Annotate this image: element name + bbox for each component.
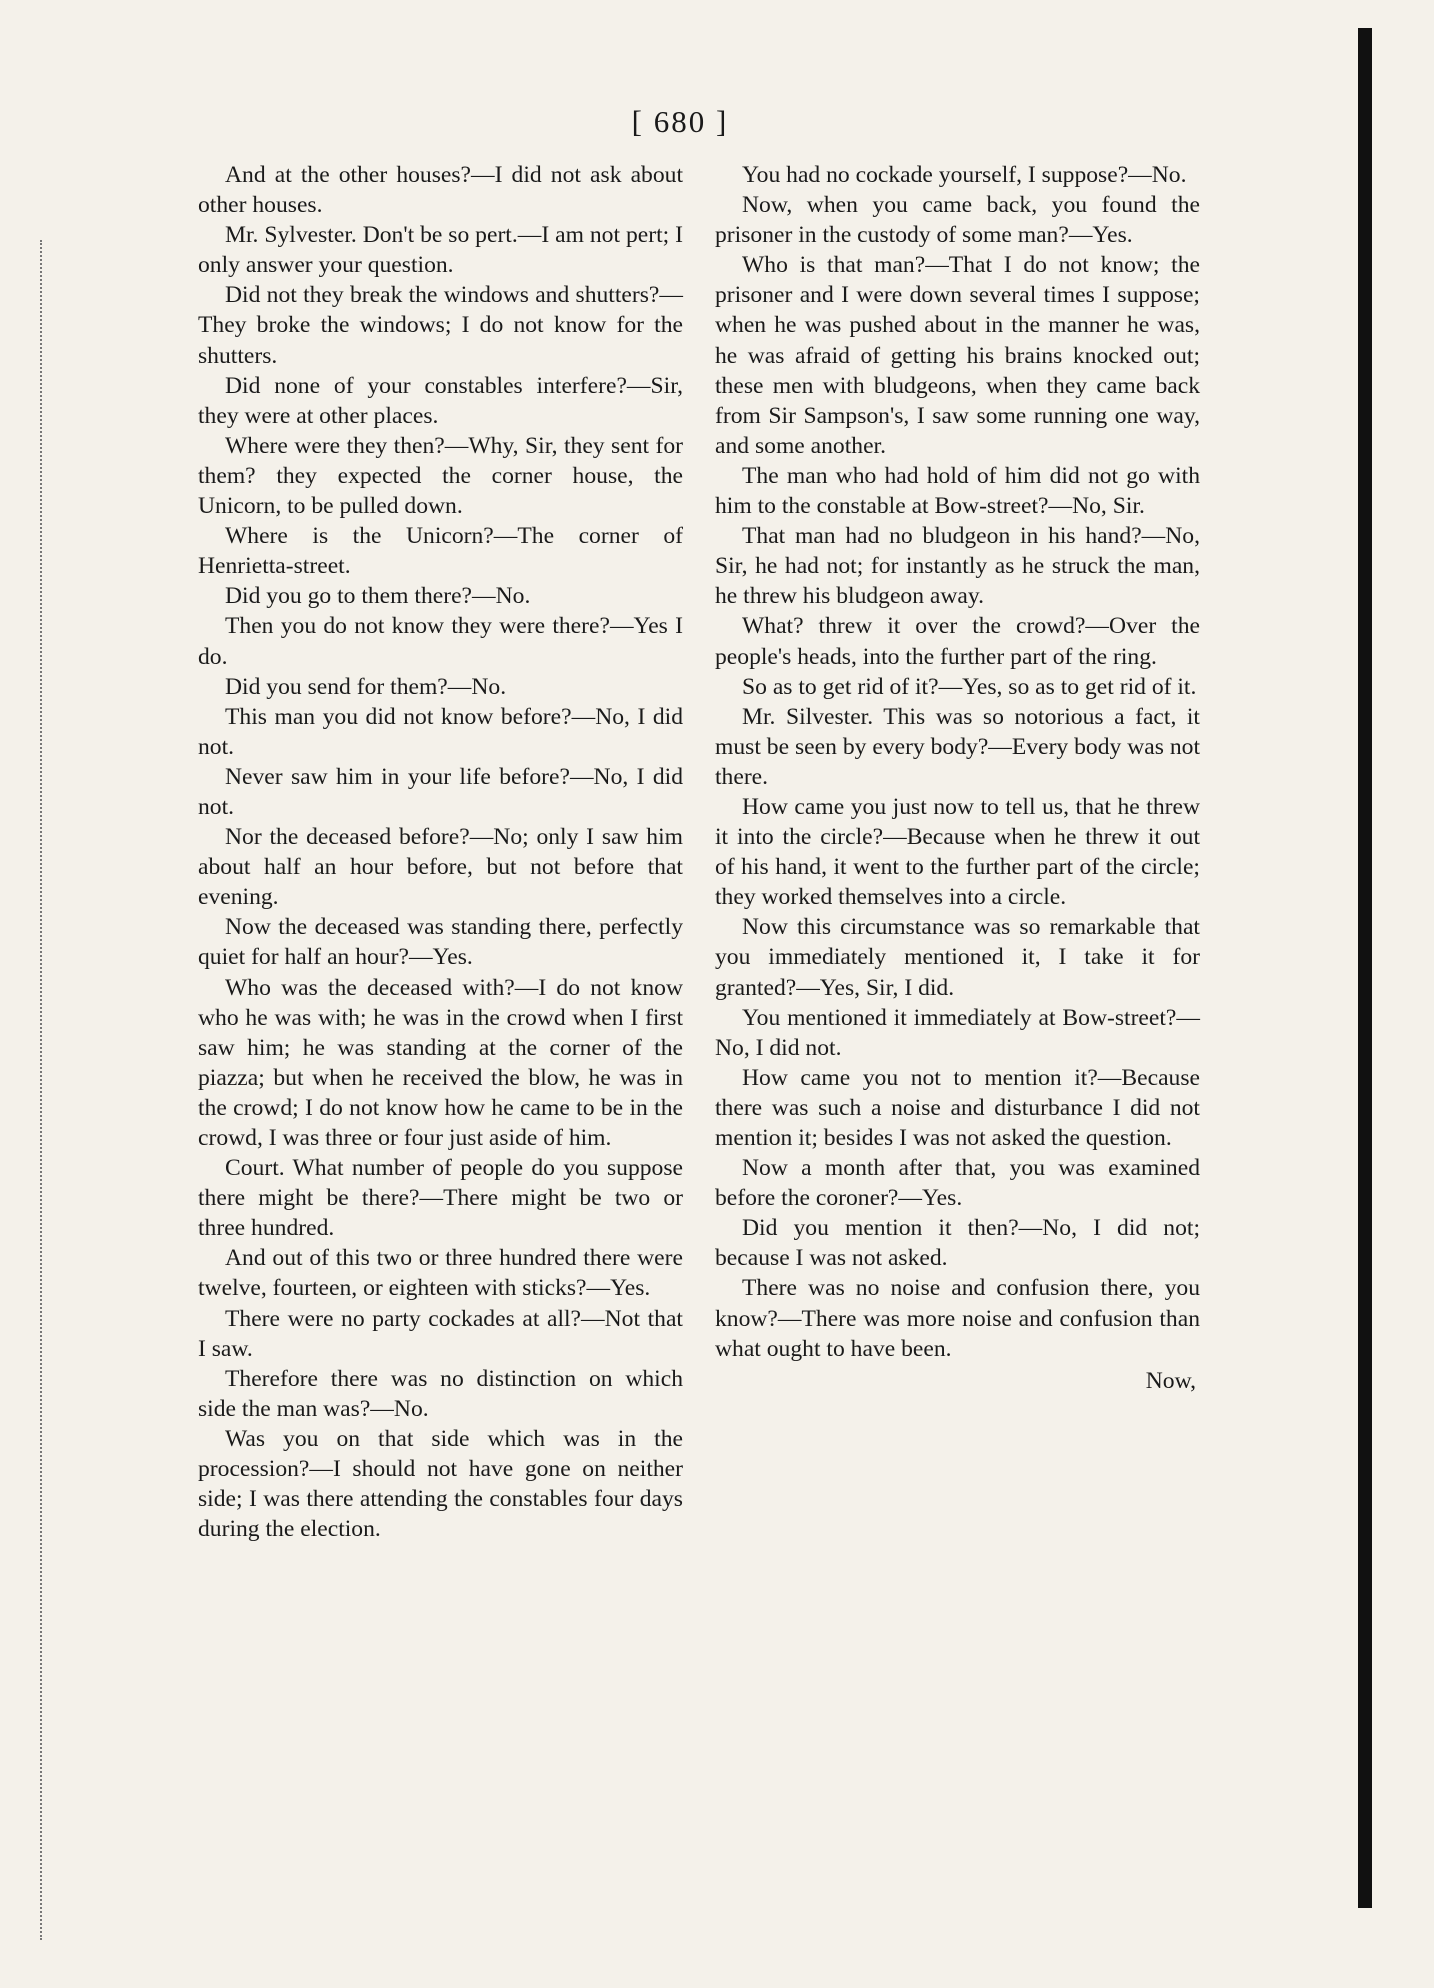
paragraph: Therefore there was no distinction on which side the man was?—No. — [198, 1365, 683, 1422]
binding-edge-bar — [1358, 28, 1372, 1908]
paragraph: Was you on that side which was in the procession?—I should not have gone on neither side; I was there attending the constables four days during the election. — [198, 1425, 683, 1543]
paragraph: Mr. Silvester. This was so notorious a fact, it must be seen by every body?—Every body was not there. — [715, 703, 1200, 790]
left-column — [198, 160, 683, 1544]
paragraph: This man you did not know before?—No, I did not. — [198, 703, 683, 760]
paragraph: Mr. Sylvester. Don't be so pert.—I am not pert; I only answer your question. — [198, 222, 683, 279]
paragraph: Then you do not know they were there?—Yes I do. — [198, 613, 683, 670]
paragraph: How came you not to mention it?—Because there was such a noise and disturbance I did not mention it; besides I was not asked the question. — [715, 1064, 1200, 1151]
paragraph: The man who had hold of him did not go with him to the constable at Bow-street?—No, Sir. — [715, 462, 1200, 520]
paragraph: Did you send for them?—No. — [225, 673, 507, 700]
paragraph: Did you mention it then?—No, I did not; because I was not asked. — [715, 1215, 1200, 1272]
paragraph: Court. What number of people do you suppose there might be there?—There might be two or three hundred. — [198, 1155, 683, 1242]
paragraph: Never saw him in your life before?—No, I did not. — [198, 763, 683, 820]
paragraph: Where is the Unicorn?—The corner of Henrietta-street. — [198, 523, 683, 580]
paragraph: There were no party cockades at all?—Not that I saw. — [198, 1305, 683, 1362]
paragraph: Who is that man?—That I do not know; the prisoner and I were down several times I suppose; when he was pushed about in the manner he was, he was afraid of getting his brains knocked out; these men with bludgeons, when they came back from Sir Sampson's, I saw some running one way, and some another. — [715, 252, 1200, 459]
paragraph: Now the deceased was standing there, perfectly quiet for half an hour?—Yes. — [198, 914, 683, 971]
left-margin-dots — [40, 240, 44, 1940]
paragraph: That man had no bludgeon in his hand?—No, Sir, he had not; for instantly as he struck the man, he threw his bludgeon away. — [715, 523, 1200, 610]
paragraph: What? threw it over the crowd?—Over the people's heads, into the further part of the ring. — [715, 613, 1200, 670]
paragraph: There was no noise and confusion there, you know?—There was more noise and confusion than what ought to have been. — [715, 1275, 1200, 1362]
paragraph: Where were they then?—Why, Sir, they sent for them? they expected the corner house, the Unicorn, to be pulled down. — [198, 432, 683, 520]
paragraph: Now this circumstance was so remarkable that you immediately mentioned it, I take it for granted?—Yes, Sir, I did. — [715, 914, 1200, 1001]
paragraph: So as to get rid of it?—Yes, so as to get rid of it. — [742, 673, 1197, 700]
paragraph: Did you go to them there?—No. — [225, 583, 531, 610]
catchword: Now, — [1145, 1367, 1196, 1394]
paragraph: How came you just now to tell us, that he threw it into the circle?—Because when he threw it out of his hand, it went to the further part of the circle; they worked themselves into a circle. — [715, 793, 1200, 911]
paragraph: Did not they break the windows and shutters?—They broke the windows; I do not know for the shutters. — [198, 282, 683, 369]
paragraph: Who was the deceased with?—I do not know who he was with; he was in the crowd when I first saw him; he was standing at the corner of the piazza; but when he received the blow, he was in the crowd; I do not know how he came to be in the crowd, I was three or four just aside of him. — [198, 974, 683, 1151]
paragraph: Did none of your constables interfere?—Sir, they were at other places. — [198, 372, 683, 429]
paragraph: You had no cockade yourself, I suppose?—No. — [742, 162, 1187, 188]
page-number: [ 680 ] — [631, 104, 729, 139]
paragraph: Nor the deceased before?—No; only I saw him about half an hour before, but not before that evening. — [198, 824, 683, 911]
paragraph: You mentioned it immediately at Bow-street?—No, I did not. — [715, 1004, 1200, 1061]
paragraph: And at the other houses?—I did not ask about other houses. — [198, 162, 683, 219]
paragraph: Now, when you came back, you found the prisoner in the custody of some man?—Yes. — [715, 192, 1200, 249]
paragraph: Now a month after that, you was examined before the coroner?—Yes. — [715, 1155, 1200, 1212]
paragraph: And out of this two or three hundred there were twelve, fourteen, or eighteen with sticks?—Yes. — [198, 1245, 683, 1302]
right-column — [715, 160, 1200, 1396]
